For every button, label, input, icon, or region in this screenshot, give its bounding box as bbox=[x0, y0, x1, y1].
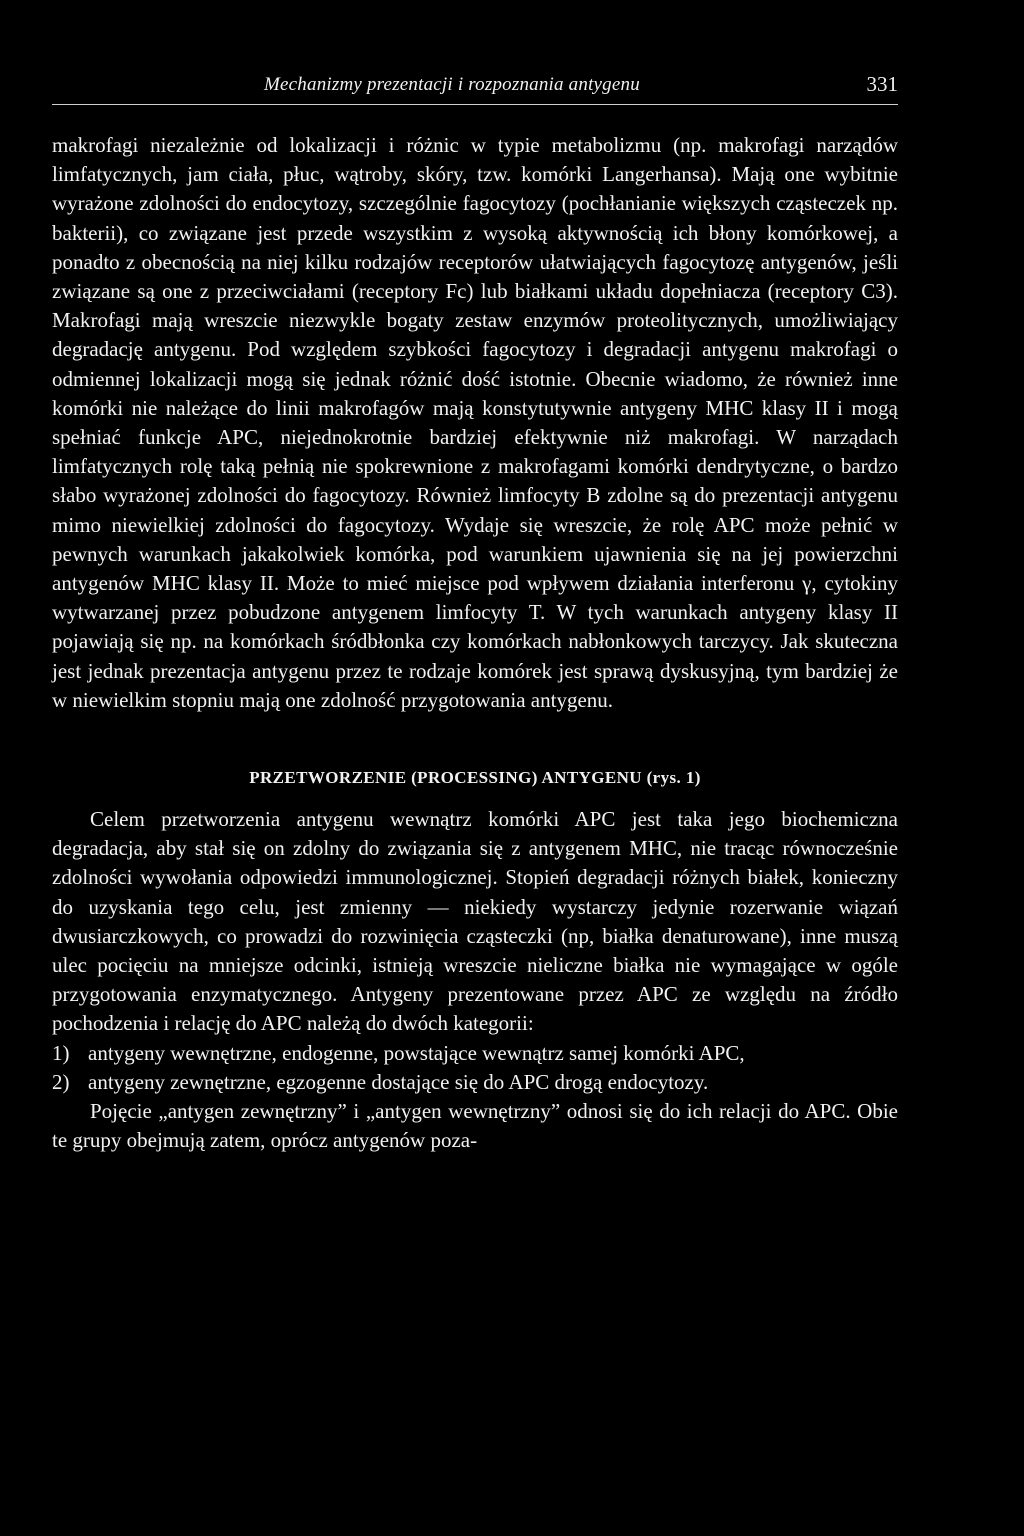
book-page bbox=[52, 68, 898, 1156]
page-number: 331 bbox=[866, 72, 898, 96]
list-item-text: antygeny wewnętrzne, endogenne, powstające wewnątrz samej komórki APC, bbox=[88, 1040, 745, 1065]
body-paragraph-2: Celem przetworzenia antygenu wewnątrz komórki APC jest taka jego biochemiczna degradacja, aby stał się on zdolny do związania się z antygenem MHC, nie tracąc równocześnie zdolności wywołania odpowiedzi immunologicznej. Stopień degradacji różnych białek, konieczny do uzyskania tego celu, jest zmienny — niekiedy wystarczy jedynie rozerwanie wiązań dwusiarczkowych, co prowadzi do rozwinięcia cząsteczki (np, białka denaturowane), inne muszą ulec pocięciu na mniejsze odcinki, istnieją wreszcie nieliczne białka nie wymagające w ogóle przygotowania enzymatycznego. Antygeny prezentowane przez APC ze względu na źródło pochodzenia i relację do APC należą do dwóch kategorii: bbox=[52, 807, 898, 1036]
running-header bbox=[52, 68, 898, 105]
body-paragraph-1: makrofagi niezależnie od lokalizacji i różnic w typie metabolizmu (np. makrofagi narządów limfatycznych, jam ciała, płuc, wątroby, skóry, tzw. komórki Langerhansa). Mają one wybitnie wyrażone zdolności do endocytozy, szczególnie fagocytozy (pochłanianie większych cząsteczek np. bakterii), co związane jest przede wszystkim z wysoką aktywnością ich błony komórkowej, a ponadto z obecnością na niej kilku rodzajów receptorów ułatwiających fagocytozę antygenów, jeśli związane są one z przeciwciałami (receptory Fc) lub białkami układu dopełniacza (receptory C3). Makrofagi mają wreszcie niezwykle bogaty zestaw enzymów proteolitycznych, umożliwiający degradację antygenu. Pod względem szybkości fagocytozy i degradacji antygenu makrofagi o odmiennej lokalizacji mogą się jednak różnić dość istotnie. Obecnie wiadomo, że również inne komórki nie należące do linii makrofagów mają konstytutywnie antygeny MHC klasy II i mogą spełniać funkcje APC, niejednokrotnie bardziej efektywnie niż makrofagi. W narządach limfatycznych rolę taką pełnią nie spokrewnione z makrofagami komórki dendrytyczne, o bardzo słabo wyrażonej zdolności do fagocytozy. Również limfocyty B zdolne są do prezentacji antygenu mimo niewielkiej zdolności do fagocytozy. Wydaje się wreszcie, że rolę APC może pełnić w pewnych warunkach jakakolwiek komórka, pod warunkiem ujawnienia się na jej powierzchni antygenów MHC klasy II. Może to mieć miejsce pod wpływem działania interferonu γ, cytokiny wytwarzanej przez pobudzone antygenem limfocyty T. W tych warunkach antygeny klasy II pojawiają się np. na komórkach śródbłonka czy komórkach nabłonkowych tarczycy. Jak skuteczna jest jednak prezentacja antygenu przez te rodzaje komórek jest sprawą dyskusyjną, tym bardziej że w niewielkim stopniu mają one zdolność przygotowania antygenu. bbox=[52, 133, 898, 712]
list-item-number: 1) bbox=[52, 1040, 70, 1065]
antigen-category-list bbox=[52, 1039, 898, 1097]
list-item-number: 2) bbox=[52, 1069, 70, 1094]
list-item bbox=[52, 1039, 898, 1068]
list-item-text: antygeny zewnętrzne, egzogenne dostające się do APC drogą endocytozy. bbox=[88, 1069, 709, 1094]
running-title: Mechanizmy prezentacji i rozpoznania antygenu bbox=[264, 74, 640, 95]
body-paragraph-3: Pojęcie „antygen zewnętrzny” i „antygen wewnętrzny” odnosi się do ich relacji do APC. Obie te grupy obejmują zatem, oprócz antygenów poza- bbox=[52, 1099, 898, 1153]
section-heading: PRZETWORZENIE (PROCESSING) ANTYGENU (rys. 1) bbox=[249, 768, 701, 788]
list-item bbox=[52, 1068, 898, 1097]
